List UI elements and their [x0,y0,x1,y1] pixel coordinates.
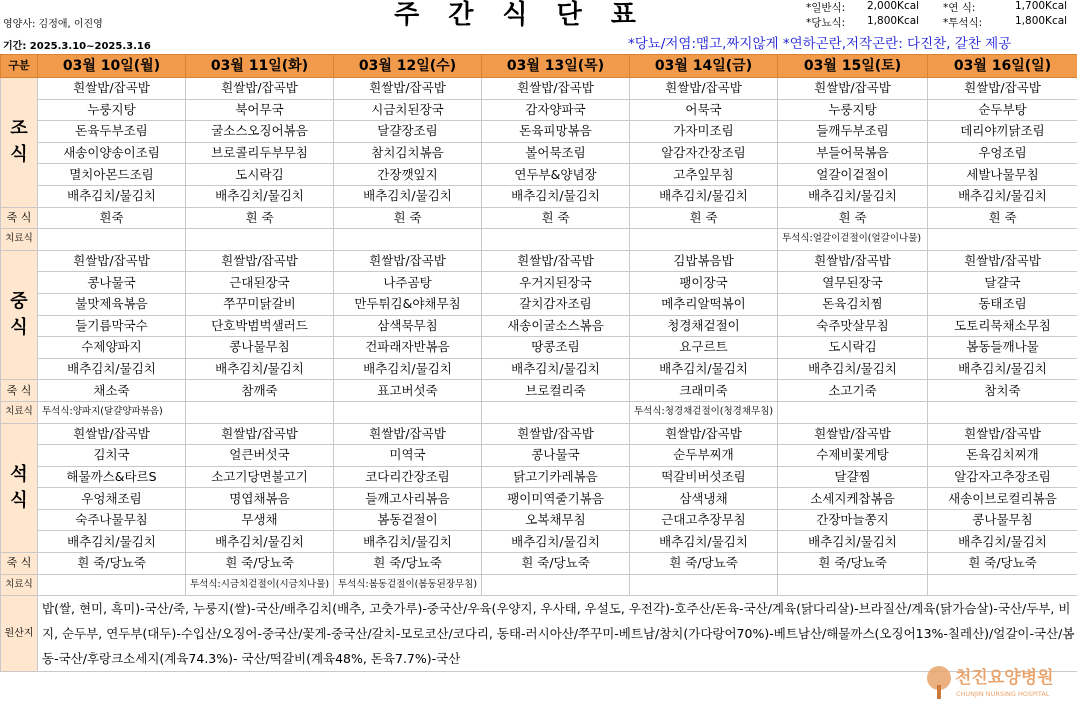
dietitian: 영양사: 김정애, 이진영 [3,19,103,30]
therapy-item [38,229,186,251]
day-header: 03월 11일(화) [186,55,334,78]
menu-item: 돈육김치찜 [778,293,928,315]
origin-text: 밥(쌀, 현미, 흑미)-국산/죽, 누룽지(쌀)-국산/배추김치(배추, 고춧가루)-중국산/우육(우양지, 우사태, 우설도, 우전각)-호주산/돈육-국산/계육(닭다리살)-브라질산/계육(닭가슴살)-국산/두부, 비지, 순두부, 연두부(대두)-수입산/오징어-중국산/꽃게-중국산/갈치-모로코산/코다리, 동태-러시아산/쭈꾸미-베트남/참치(가다랑어70%)-베트남산/해물까스(오징어13%-칠레산)/얼갈이-국산/봄동-국산/후랑크소세지(계육74.3%)- 국산/떡갈비(계육48%, 돈육7.7%)-국산 [38,596,1077,672]
therapy-row [1,401,1077,423]
menu-item: 우엉채조림 [38,488,186,510]
menu-item: 흰쌀밥/잡곡밥 [38,423,186,445]
menu-item: 흰쌀밥/잡곡밥 [778,250,928,272]
menu-item: 배추김치/물김치 [38,358,186,380]
menu-item: 동태조림 [928,293,1077,315]
tree-icon [927,666,951,699]
menu-item: 들깨두부조림 [778,121,928,143]
menu-item: 새송이양송이조림 [38,142,186,164]
calorie-label: *연 식: [943,2,976,14]
menu-item: 시금치된장국 [334,99,482,121]
porridge-item: 흰 죽/당뇨죽 [482,553,630,575]
menu-item: 누룽지탕 [38,99,186,121]
menu-item: 흰쌀밥/잡곡밥 [334,423,482,445]
menu-item: 참치김치볶음 [334,142,482,164]
menu-item: 순두부탕 [928,99,1077,121]
porridge-item: 흰 죽 [186,207,334,229]
menu-item: 배추김치/물김치 [334,531,482,553]
menu-item: 삼색묵무침 [334,315,482,337]
menu-item: 배추김치/물김치 [928,185,1077,207]
meal-label-char: 조 [10,118,28,140]
menu-item: 누룽지탕 [778,99,928,121]
porridge-row [1,380,1077,402]
menu-item: 배추김치/물김치 [38,531,186,553]
menu-row [1,531,1077,553]
menu-row [1,423,1077,445]
porridge-label: 죽 식 [1,553,38,575]
menu-row [1,337,1077,359]
therapy-item: 투석식:봄동겉절이(봄동된장무침) [334,574,482,596]
menu-item: 땅콩조림 [482,337,630,359]
menu-item: 삼색냉채 [630,488,778,510]
calorie-label: *투석식: [943,17,983,29]
menu-item: 오복채무침 [482,509,630,531]
therapy-item [334,229,482,251]
menu-item: 배추김치/물김치 [186,185,334,207]
header-row [1,55,1077,78]
therapy-label: 치료식 [1,401,38,423]
menu-item: 흰쌀밥/잡곡밥 [928,423,1077,445]
porridge-label: 죽 식 [1,207,38,229]
menu-item: 배추김치/물김치 [38,185,186,207]
menu-item: 들기름막국수 [38,315,186,337]
menu-item: 팽이미역줄기볶음 [482,488,630,510]
menu-item: 얼갈이겉절이 [778,164,928,186]
therapy-label: 치료식 [1,574,38,596]
menu-item: 수제비꽃게탕 [778,445,928,467]
menu-row [1,121,1077,143]
menu-item: 배추김치/물김치 [630,358,778,380]
menu-item: 배추김치/물김치 [928,358,1077,380]
menu-item: 얼큰버섯국 [186,445,334,467]
porridge-item: 흰 죽/당뇨죽 [928,553,1077,575]
menu-item: 만두튀김&야채무침 [334,293,482,315]
menu-row [1,250,1077,272]
menu-item: 미역국 [334,445,482,467]
therapy-row [1,574,1077,596]
period: 기간: 2025.3.10~2025.3.16 [3,41,151,52]
therapy-item: 투석식:청경채겉절이(청경채무침) [630,401,778,423]
porridge-item: 흰 죽/당뇨죽 [334,553,482,575]
menu-item: 배추김치/물김치 [778,185,928,207]
menu-item: 숙주맛살무침 [778,315,928,337]
menu-item: 알감자간장조림 [630,142,778,164]
menu-item: 콩나물국 [38,272,186,294]
menu-item: 우거지된장국 [482,272,630,294]
menu-item: 흰쌀밥/잡곡밥 [186,250,334,272]
therapy-item [334,401,482,423]
menu-row [1,488,1077,510]
menu-item: 김밥볶음밥 [630,250,778,272]
menu-item: 요구르트 [630,337,778,359]
header-label: 구분 [1,55,38,78]
menu-item: 근대된장국 [186,272,334,294]
origin-row [1,596,1077,672]
therapy-item [630,229,778,251]
menu-item: 단호박범벅샐러드 [186,315,334,337]
menu-row [1,99,1077,121]
menu-item: 해물까스&타르S [38,466,186,488]
day-header: 03월 12일(수) [334,55,482,78]
menu-item: 돈육피망볶음 [482,121,630,143]
menu-item: 건파래자반볶음 [334,337,482,359]
menu-item: 흰쌀밥/잡곡밥 [334,250,482,272]
porridge-item: 흰 죽/당뇨죽 [630,553,778,575]
menu-item: 배추김치/물김치 [778,358,928,380]
porridge-item: 흰 죽/당뇨죽 [186,553,334,575]
menu-item: 흰쌀밥/잡곡밥 [630,423,778,445]
calorie-label: *당뇨식: [806,17,846,29]
menu-item: 알감자고추장조림 [928,466,1077,488]
menu-item: 흰쌀밥/잡곡밥 [38,78,186,100]
menu-item: 콩나물무침 [928,509,1077,531]
menu-item: 돈육김치찌개 [928,445,1077,467]
porridge-item: 소고기죽 [778,380,928,402]
menu-item: 숙주나물무침 [38,509,186,531]
menu-item: 배추김치/물김치 [778,531,928,553]
therapy-item [928,401,1077,423]
menu-row [1,142,1077,164]
menu-item: 소세지케찹볶음 [778,488,928,510]
menu-item: 달걀국 [928,272,1077,294]
therapy-item [482,229,630,251]
menu-item: 무생채 [186,509,334,531]
menu-item: 콩나물국 [482,445,630,467]
porridge-item: 흰 죽/당뇨죽 [38,553,186,575]
menu-item: 떡갈비버섯조림 [630,466,778,488]
therapy-item [482,401,630,423]
porridge-label: 죽 식 [1,380,38,402]
menu-item: 가자미조림 [630,121,778,143]
menu-item: 간장마늘쫑지 [778,509,928,531]
menu-item: 도토리묵채소무침 [928,315,1077,337]
menu-item: 부들어묵볶음 [778,142,928,164]
porridge-item: 흰 죽 [630,207,778,229]
porridge-item: 표고버섯죽 [334,380,482,402]
menu-item: 배추김치/물김치 [334,185,482,207]
logo-name: 천진요양병원 [955,668,1054,688]
porridge-item: 흰 죽 [928,207,1077,229]
menu-item: 흰쌀밥/잡곡밥 [38,250,186,272]
menu-item: 콩나물무침 [186,337,334,359]
therapy-item [778,401,928,423]
menu-item: 쭈꾸미닭갈비 [186,293,334,315]
menu-item: 근대고추장무침 [630,509,778,531]
menu-item: 봄동들깨나물 [928,337,1077,359]
therapy-item [186,229,334,251]
menu-item: 흰쌀밥/잡곡밥 [482,250,630,272]
weekly-menu-table [0,54,1077,672]
menu-item: 세발나물무침 [928,164,1077,186]
menu-row [1,293,1077,315]
menu-item: 도시락김 [186,164,334,186]
menu-item: 새송이굴소스볶음 [482,315,630,337]
porridge-item: 흰죽 [38,207,186,229]
menu-item: 갈치감자조림 [482,293,630,315]
menu-item: 멸치아몬드조림 [38,164,186,186]
hospital-logo [923,663,1073,703]
calorie-value: 2,000Kcal [867,0,920,12]
menu-item: 흰쌀밥/잡곡밥 [482,78,630,100]
menu-item: 달걀찜 [778,466,928,488]
diet-notes: *당뇨/저염:맵고,짜지않게 *연하곤란,저작곤란: 다진찬, 갈찬 제공 [628,36,1012,52]
menu-item: 고추잎무침 [630,164,778,186]
menu-item: 들깨고사리볶음 [334,488,482,510]
therapy-item: 투석식:얼갈이겉절이(얼갈이나물) [778,229,928,251]
meal-label [1,250,38,380]
menu-item: 수제양파지 [38,337,186,359]
day-header: 03월 14일(금) [630,55,778,78]
menu-item: 브로콜리두부무침 [186,142,334,164]
therapy-item [482,574,630,596]
porridge-item: 흰 죽/당뇨죽 [778,553,928,575]
menu-item: 우엉조림 [928,142,1077,164]
menu-item: 흰쌀밥/잡곡밥 [778,78,928,100]
menu-item: 북어무국 [186,99,334,121]
porridge-item: 흰 죽 [334,207,482,229]
menu-item: 도시락김 [778,337,928,359]
porridge-row [1,207,1077,229]
logo-sub: CHUNJIN NURSING HOSPITAL [956,690,1050,698]
menu-item: 새송이브로컬리볶음 [928,488,1077,510]
menu-item: 팽이장국 [630,272,778,294]
day-header: 03월 15일(토) [778,55,928,78]
therapy-label: 치료식 [1,229,38,251]
menu-item: 배추김치/물김치 [630,531,778,553]
menu-item: 불맛제육볶음 [38,293,186,315]
menu-item: 배추김치/물김치 [186,531,334,553]
menu-item: 흰쌀밥/잡곡밥 [186,78,334,100]
porridge-item: 흰 죽 [778,207,928,229]
porridge-row [1,553,1077,575]
menu-row [1,445,1077,467]
menu-item: 돈육두부조림 [38,121,186,143]
day-header: 03월 16일(일) [928,55,1077,78]
menu-item: 데리야끼닭조림 [928,121,1077,143]
calorie-value: 1,800Kcal [867,15,920,27]
menu-item: 소고기당면불고기 [186,466,334,488]
meal-label [1,78,38,208]
menu-item: 달걀장조림 [334,121,482,143]
menu-item: 닭고기카레볶음 [482,466,630,488]
menu-item: 열무된장국 [778,272,928,294]
menu-item: 나주곰탕 [334,272,482,294]
page-title: 주 간 식 단 표 [394,0,646,30]
origin-label: 원산지 [1,596,38,672]
menu-item: 흰쌀밥/잡곡밥 [928,78,1077,100]
menu-item: 배추김치/물김치 [630,185,778,207]
menu-item: 어묵국 [630,99,778,121]
menu-row [1,272,1077,294]
menu-item: 배추김치/물김치 [928,531,1077,553]
meal-label [1,423,38,553]
menu-item: 김치국 [38,445,186,467]
meal-label-char: 석 [10,463,28,485]
therapy-item [630,574,778,596]
menu-item: 명엽채볶음 [186,488,334,510]
meal-label-char: 식 [10,489,28,511]
therapy-item: 투석식:시금치겉절이(시금치나물) [186,574,334,596]
menu-item: 감자양파국 [482,99,630,121]
menu-item: 볼어묵조림 [482,142,630,164]
porridge-item: 참깨죽 [186,380,334,402]
menu-row [1,78,1077,100]
therapy-item [186,401,334,423]
menu-item: 배추김치/물김치 [186,358,334,380]
meal-label-char: 식 [10,317,28,339]
therapy-item [928,574,1077,596]
day-header: 03월 10일(월) [38,55,186,78]
day-header: 03월 13일(목) [482,55,630,78]
therapy-item [928,229,1077,251]
calorie-value: 1,700Kcal [1015,0,1068,12]
menu-item: 흰쌀밥/잡곡밥 [334,78,482,100]
menu-item: 흰쌀밥/잡곡밥 [630,78,778,100]
porridge-item: 채소죽 [38,380,186,402]
menu-item: 메추리알떡볶이 [630,293,778,315]
meal-label-char: 중 [10,291,28,313]
menu-row [1,358,1077,380]
therapy-row [1,229,1077,251]
porridge-item: 흰 죽 [482,207,630,229]
menu-item: 연두부&양념장 [482,164,630,186]
porridge-item: 크래미죽 [630,380,778,402]
menu-row [1,509,1077,531]
menu-item: 순두부찌개 [630,445,778,467]
menu-item: 배추김치/물김치 [334,358,482,380]
meal-label-char: 식 [10,144,28,166]
menu-item: 배추김치/물김치 [482,185,630,207]
menu-item: 청경채겉절이 [630,315,778,337]
menu-item: 배추김치/물김치 [482,358,630,380]
menu-item: 흰쌀밥/잡곡밥 [778,423,928,445]
menu-item: 흰쌀밥/잡곡밥 [186,423,334,445]
therapy-item [38,574,186,596]
menu-row [1,315,1077,337]
calorie-value: 1,800Kcal [1015,15,1068,27]
calorie-label: *일반식: [806,2,846,14]
menu-item: 굴소스오징어볶음 [186,121,334,143]
therapy-item: 투석식:양파지(달걀양파볶음) [38,401,186,423]
therapy-item [778,574,928,596]
menu-item: 봄동겉절이 [334,509,482,531]
menu-item: 코다리간장조림 [334,466,482,488]
menu-item: 배추김치/물김치 [482,531,630,553]
menu-item: 간장깻잎지 [334,164,482,186]
porridge-item: 참치죽 [928,380,1077,402]
menu-row [1,466,1077,488]
porridge-item: 브로컬리죽 [482,380,630,402]
menu-item: 흰쌀밥/잡곡밥 [928,250,1077,272]
menu-item: 흰쌀밥/잡곡밥 [482,423,630,445]
menu-row [1,164,1077,186]
menu-row [1,185,1077,207]
